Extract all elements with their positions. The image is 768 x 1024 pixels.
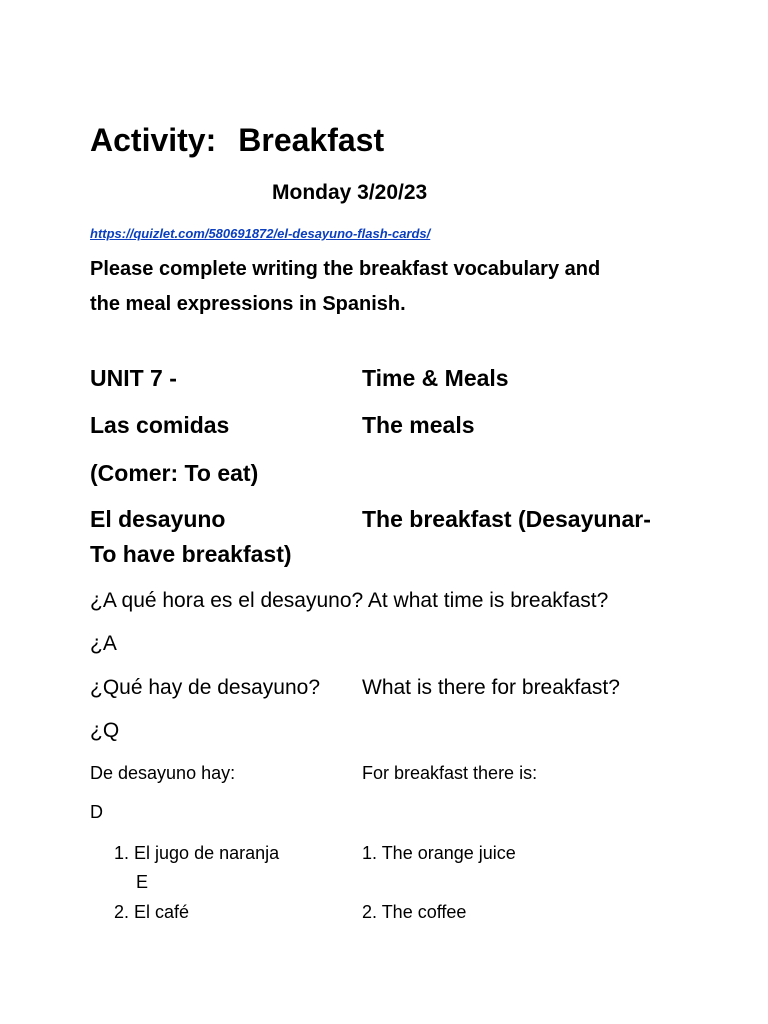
instructions-line-2: the meal expressions in Spanish. — [90, 293, 406, 315]
unit-label: UNIT 7 - — [90, 365, 177, 391]
desayuno-continuation: To have breakfast) — [90, 541, 292, 567]
question-2-spanish: ¿Qué hay de desayuno? — [90, 676, 320, 699]
meals-english: The meals — [362, 412, 475, 438]
question-1: ¿A qué hora es el desayuno? At what time is breakfast? — [90, 589, 609, 612]
instructions-line-1: Please complete writing the breakfast vocabulary and — [90, 258, 601, 280]
comer-definition: (Comer: To eat) — [90, 460, 259, 486]
list-item-spanish: El jugo de naranja — [134, 843, 280, 863]
question-3-english: For breakfast there is: — [362, 763, 538, 783]
unit-topic: Time & Meals — [362, 365, 509, 391]
question-3-answer: D — [90, 802, 103, 822]
activity-title — [90, 122, 384, 159]
list-item-answer: E — [136, 872, 149, 892]
list-item-number: 1. — [114, 843, 130, 863]
list-item — [114, 843, 279, 864]
desayuno-english: The breakfast (Desayunar- — [362, 506, 651, 532]
activity-label: Activity: — [90, 122, 217, 158]
question-1-answer: ¿A — [90, 632, 117, 655]
question-3-spanish: De desayuno hay: — [90, 763, 236, 783]
quizlet-link[interactable]: https://quizlet.com/580691872/el-desayuno-flash-cards/ — [90, 226, 431, 241]
activity-date: Monday 3/20/23 — [272, 181, 428, 204]
activity-topic: Breakfast — [238, 122, 385, 158]
meals-spanish: Las comidas — [90, 412, 230, 438]
list-item-english: 2. The coffee — [362, 902, 467, 922]
question-2-english: What is there for breakfast? — [362, 676, 620, 699]
list-item-english: 1. The orange juice — [362, 843, 516, 863]
list-item-number: 2. — [114, 902, 130, 922]
question-2-answer: ¿Q — [90, 719, 120, 742]
list-item-spanish: El café — [134, 902, 190, 922]
desayuno-spanish: El desayuno — [90, 506, 226, 532]
list-item — [114, 902, 189, 923]
